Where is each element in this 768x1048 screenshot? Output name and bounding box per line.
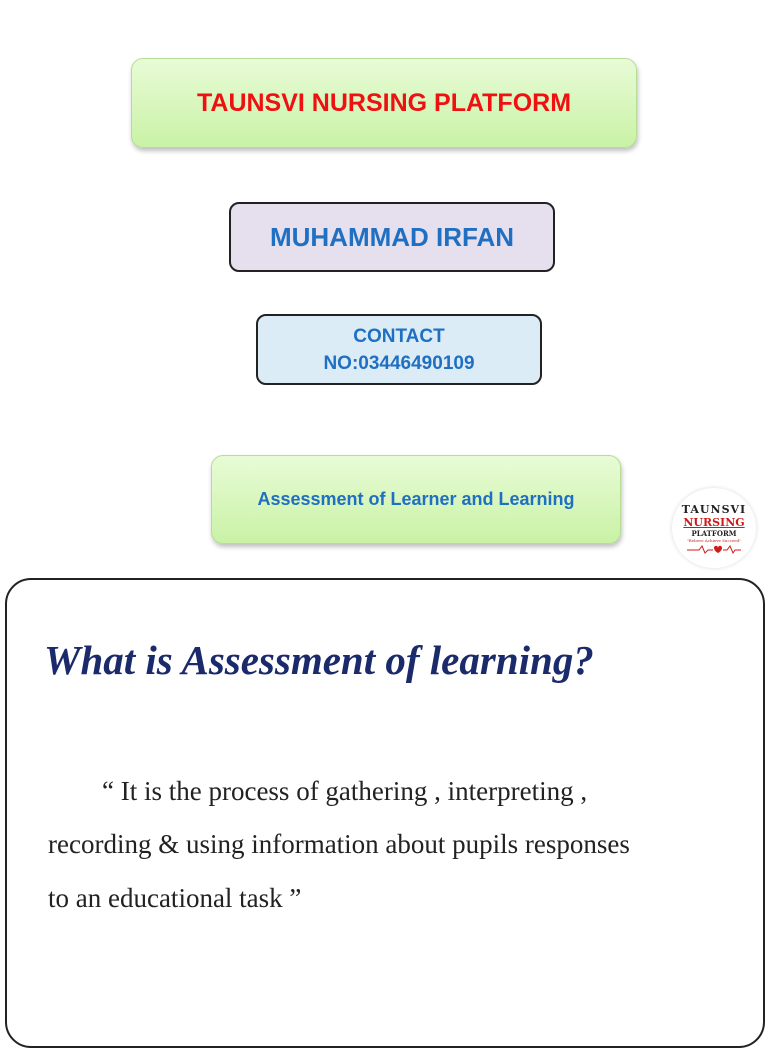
logo-line-2: NURSING xyxy=(683,515,745,529)
quote-line: “ It is the process of gathering , interpreting , xyxy=(102,776,588,806)
contact-label: CONTACT xyxy=(353,325,445,347)
logo-tagline: "Believe Achieve Succeed" xyxy=(686,537,742,543)
platform-title-box xyxy=(131,58,637,148)
logo-line-1: TAUNSVI xyxy=(681,502,747,516)
heartbeat-icon xyxy=(687,544,741,554)
author-name-box xyxy=(229,202,555,272)
quote-line: recording & using information about pupils responses xyxy=(48,829,630,859)
platform-logo xyxy=(672,488,756,568)
topic-title: Assessment of Learner and Learning xyxy=(257,489,575,509)
author-name: MUHAMMAD IRFAN xyxy=(269,221,515,252)
contact-number: NO:03446490109 xyxy=(323,352,475,374)
slide-heading: What is Assessment of learning? xyxy=(44,637,594,683)
platform-title: TAUNSVI NURSING PLATFORM xyxy=(196,88,572,117)
logo-line-3: PLATFORM xyxy=(691,528,737,538)
contact-box xyxy=(256,314,542,385)
quote-line: to an educational task ” xyxy=(48,883,302,913)
topic-box xyxy=(211,455,621,544)
